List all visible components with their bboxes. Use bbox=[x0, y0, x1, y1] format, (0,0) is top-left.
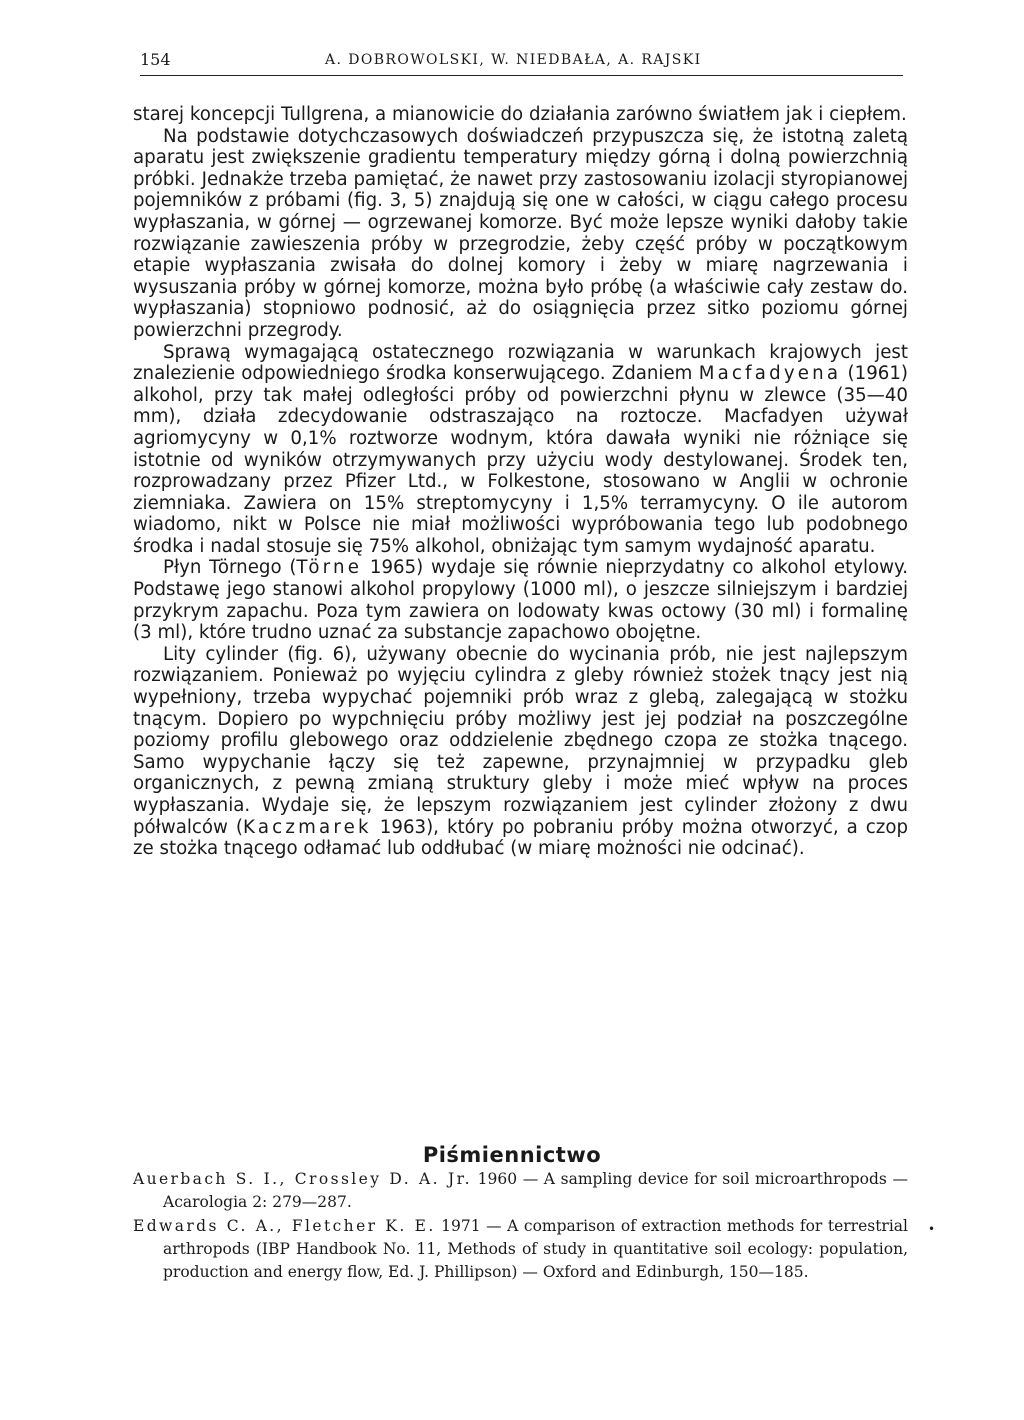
page-header bbox=[140, 42, 903, 76]
paragraph-cylinder bbox=[133, 644, 908, 860]
paragraph-gradient: Na podstawie dotychczasowych doświadczeń przypuszcza się, że istotną zaletą aparatu jest zwiększenie gradientu temperatury między górną i dolną powierzchnią próbki. Jednakże trzeba pamiętać, że nawet przy zastosowaniu izolacji styropianowej pojemników z próbami (fig. 3, 5) znajdują się one w całości, w ciągu całego procesu wypłaszania, w górnej — ogrzewanej komorze. Być może lepsze wyniki dałoby takie rozwiązanie zawieszenia próby w przegrodzie, żeby część próby w początkowym etapie wypłaszania zwisała do dolnej komory i żeby w miarę nagrzewania i wysuszania próby w górnej komorze, można było próbę (a właściwie cały zestaw do. wypłaszania) stopniowo podnosić, aż do osiągnięcia przez sitko poziomu górnej powierzchni przegrody. bbox=[133, 125, 908, 341]
paragraph-preservative bbox=[133, 342, 908, 558]
paragraph-text: Sprawą wymagającą ostatecznego rozwiązania w warunkach krajowych jest znalezienie odpowiedniego środka konserwującego. Zdaniem bbox=[133, 341, 908, 385]
paragraph-torne-fluid bbox=[133, 557, 908, 643]
author-name: Kaczmarek bbox=[243, 816, 372, 838]
reference-list bbox=[133, 1168, 908, 1285]
page-number: 154 bbox=[140, 50, 171, 69]
reference-authors: Edwards C. A., Fletcher K. E. bbox=[133, 1217, 436, 1235]
author-name: Macfadyena bbox=[698, 363, 842, 385]
bibliography-heading: Piśmiennictwo bbox=[422, 1143, 602, 1168]
paragraph-text: 1963), który po pobraniu próby można otworzyć, a czop ze stożka tnącego odłamać lub oddłubać (w miarę możności nie odcinać). bbox=[133, 816, 908, 860]
reference-item bbox=[133, 1215, 908, 1284]
paragraph-continuation: starej koncepcji Tullgrena, a mianowicie do działania zarówno światłem jak i ciepłem. bbox=[133, 104, 907, 125]
paragraph-text: (1961) alkohol, przy tak małej odległości próby od powierzchni płynu w zlewce (35—40 mm), działa zdecydowanie odstraszająco na roztocze. Macfadyen używał agriomycyny w 0,1% roztworze wodnym, która dawała wyniki nie różniące się istotnie od wyników otrzymywanych przy użyciu wody destylowanej. Środek ten, rozprowadzany przez Pfizer Ltd., w Folkestone, stosowano w Anglii w ochronie ziemniaka. Zawiera on 15% streptomycyny i 1,5% terramycyny. O ile autorom wiadomo, nikt w Polsce nie miał możliwości wypróbowania tego lub podobnego środka i nadal stosuje się 75% alkohol, obniżając tym samym wydajność aparatu. bbox=[133, 363, 909, 557]
paragraph-text: 1965) wydaje się równie nieprzydatny co alkohol etylowy. Podstawę jego stanowi alkohol propylowy (1000 ml), o jeszcze silniejszym i bardziej przykrym zapachu. Poza tym zawiera on lodowaty kwas octowy (30 ml) i formalinę (3 ml), które trudno uznać za substancje zapachowo obojętne. bbox=[133, 557, 908, 644]
paragraph-text: Lity cylinder (fig. 6), używany obecnie do wycinania prób, nie jest najlepszym rozwiązaniem. Ponieważ po wyjęciu cylindra z gleby również stożek tnący jest nią wypełniony, trzeba wypychać pojemniki prób wraz z glebą, zalegającą w stożku tnącym. Dopiero po wypchnięciu próby możliwy jest jej podział na poszczególne poziomy profilu glebowego oraz oddzielenie zbędnego czopa ze stożka tnącego. Samo wypychanie łączy się też zapewne, przynajmniej w przypadku gleb organicznych, z pewną zmianą struktury gleby i może mieć wpływ na proces wypłaszania. Wydaje się, że lepszym rozwiązaniem jest cylinder złożony z dwu półwalców ( bbox=[133, 643, 908, 838]
reference-details: 1971 — A comparison of extraction methods for terrestrial arthropods (IBP Handbook No. 11, Methods of study in quantitative soil ecology: population, production and energy flow, Ed. J. Phillipson) — Oxford and Edinburgh, 150—185. bbox=[163, 1217, 908, 1281]
margin-dot: • bbox=[928, 1222, 936, 1236]
reference-authors: Auerbach S. I., Crossley D. A. Jr. bbox=[133, 1170, 473, 1188]
author-name: Törne bbox=[296, 557, 363, 579]
body-text bbox=[133, 104, 908, 860]
reference-details: 1960 — A sampling device for soil microarthropods — Acarologia 2: 279—287. bbox=[163, 1170, 908, 1211]
reference-item bbox=[133, 1168, 908, 1214]
running-head: A. DOBROWOLSKI, W. NIEDBAŁA, A. RAJSKI bbox=[325, 52, 702, 68]
paragraph-text: Płyn Törnego ( bbox=[163, 557, 297, 579]
